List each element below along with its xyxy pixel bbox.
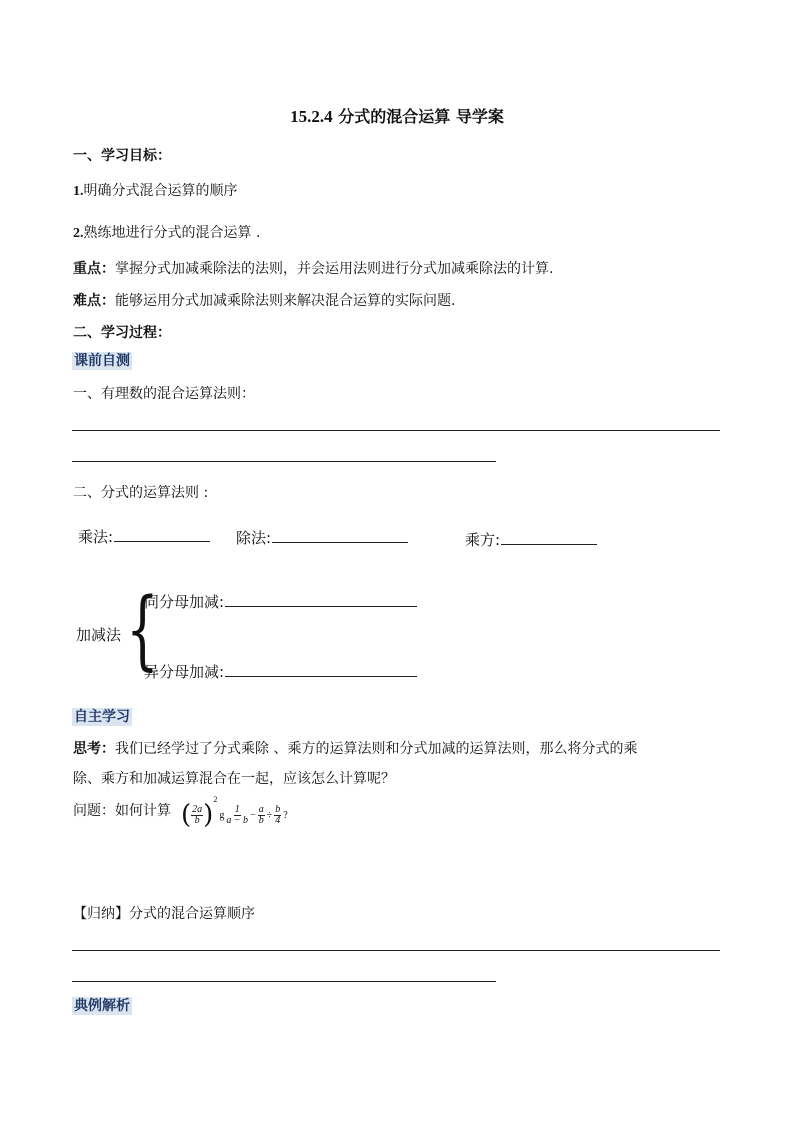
same-denominator-blank[interactable] xyxy=(225,591,417,607)
fraction: $\frac{2a}{b}$ xyxy=(192,803,203,826)
goal-1: 1.明确分式混合运算的顺序 xyxy=(73,183,238,199)
answer-line[interactable] xyxy=(72,950,720,951)
addsub-label: 加减法 xyxy=(76,626,122,644)
summary-heading: 【归纳】分式的混合运算顺序 xyxy=(73,906,255,922)
answer-line[interactable] xyxy=(72,981,496,982)
mul-blank[interactable] xyxy=(114,526,210,542)
same-denominator-rule: 同分母加减: xyxy=(144,591,417,612)
pow-blank[interactable] xyxy=(501,529,597,545)
difficulty-point: 难点：能够运用分式加减乘除法则来解决混合运算的实际问题. xyxy=(73,293,456,309)
div-rule: 除法: xyxy=(236,527,408,548)
think-paragraph-line1: 思考：我们已经学过了分式乘除 、乘方的运算法则和分式加减的运算法则，那么将分式的乘 xyxy=(73,741,638,757)
title-number: 15.2.4 xyxy=(290,107,333,126)
mul-rule: 乘法: xyxy=(78,526,210,547)
page-title xyxy=(0,104,794,127)
math-expression: ( $\frac{2a}{b}$ ) 2 g $\frac{1}{a - b}$ − $\frac{a}{b}$ ÷ $\frac{b}{4}$ ? xyxy=(181,795,288,830)
problem-prefix: 问题：如何计算 xyxy=(73,803,171,819)
example-tag: 典例解析 xyxy=(74,998,130,1014)
key-point: 重点：掌握分式加减乘除法的法则，并会运用法则进行分式加减乘除法的计算. xyxy=(73,261,554,277)
brace-icon: { xyxy=(126,580,159,680)
section1-heading: 一、学习目标： xyxy=(73,148,171,164)
fraction: $\frac{b}{4}$ xyxy=(275,803,281,826)
diff-denominator-rule: 异分母加减: xyxy=(144,661,417,682)
div-blank[interactable] xyxy=(272,527,408,543)
goal-2: 2.熟练地进行分式的混合运算 . xyxy=(73,225,261,241)
section2-heading: 二、学习过程： xyxy=(73,325,171,341)
answer-line[interactable] xyxy=(72,430,720,431)
diff-denominator-blank[interactable] xyxy=(225,661,417,677)
title-text: 分式的混合运算 导学案 xyxy=(338,107,504,126)
question-fraction-rules: 二、分式的运算法则 : xyxy=(73,485,209,501)
fraction: $\frac{1}{a - b}$ xyxy=(226,803,249,826)
pow-rule: 乘方: xyxy=(465,529,597,550)
question-rational-rules: 一、有理数的混合运算法则： xyxy=(73,386,255,402)
think-paragraph-line2: 除、乘方和加减运算混合在一起，应该怎么计算呢？ xyxy=(73,771,395,787)
fraction: $\frac{a}{b}$ xyxy=(258,803,264,826)
answer-line[interactable] xyxy=(72,461,496,462)
pre-test-tag: 课前自测 xyxy=(74,353,130,369)
self-study-tag: 自主学习 xyxy=(74,709,130,725)
